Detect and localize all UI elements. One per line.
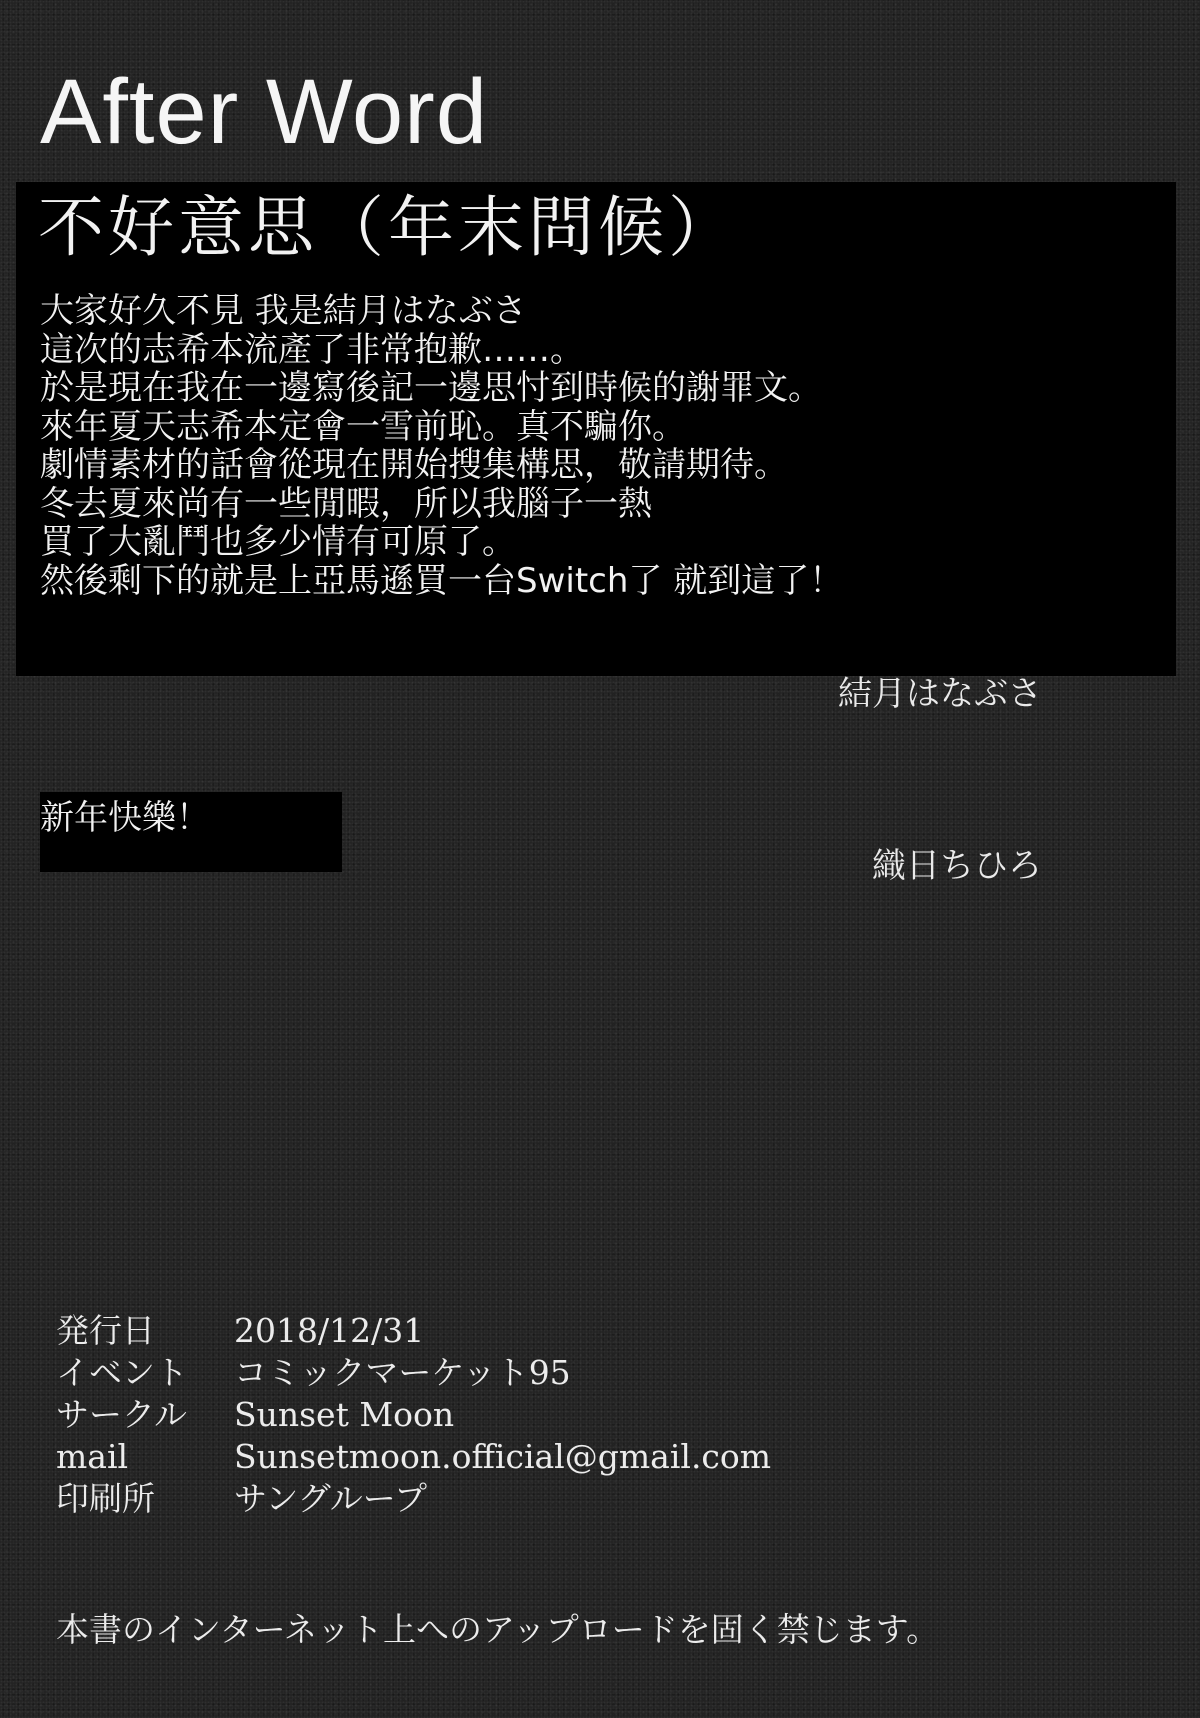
greeting-text: 新年快樂！: [40, 798, 210, 838]
coauthor-signature: 織日ちひろ: [872, 846, 1042, 886]
colophon-label: 発行日: [56, 1311, 155, 1350]
message-line: 大家好久不見 我是結月はなぶさ: [40, 291, 527, 331]
message-line: 劇情素材的話會從現在開始搜集構思，敬請期待。: [40, 445, 788, 485]
message-line: 然後剩下的就是上亞馬遜買一台Switch了 就到這了！: [40, 560, 844, 601]
upload-prohibition-notice: 本書のインターネット上へのアップロードを固く禁じます。: [56, 1610, 940, 1649]
page-title: After Word: [40, 61, 488, 163]
message-heading: 不好意思（年末問候）: [38, 189, 738, 266]
colophon-value: Sunsetmoon.official@gmail.com: [234, 1437, 772, 1476]
colophon-row-circle: [56, 1394, 771, 1436]
colophon-row-printer: [56, 1478, 771, 1520]
colophon-label: mail: [56, 1437, 129, 1476]
message-body: [40, 292, 843, 600]
message-line: 於是現在我在一邊寫後記一邊思忖到時候的謝罪文。: [40, 368, 822, 408]
message-line: 買了大亂鬥也多少情有可原了。: [40, 522, 516, 562]
message-line: 來年夏天志希本定會一雪前恥。真不騙你。: [40, 406, 686, 447]
colophon-value: コミックマーケット95: [234, 1353, 571, 1392]
colophon-label: サークル: [56, 1395, 188, 1434]
colophon-value: サングループ: [234, 1479, 428, 1518]
message-line: 冬去夏來尚有一些閒暇，所以我腦子一熱: [40, 483, 652, 524]
colophon-row-date: [56, 1310, 771, 1352]
colophon-row-event: [56, 1352, 771, 1394]
colophon-value: 2018/12/31: [234, 1311, 425, 1350]
colophon-value: Sunset Moon: [234, 1395, 455, 1434]
colophon-label: 印刷所: [56, 1479, 155, 1518]
colophon-label: イベント: [56, 1353, 188, 1392]
colophon-row-mail: [56, 1436, 771, 1478]
colophon: [56, 1310, 771, 1520]
message-line: 這次的志希本流產了非常抱歉……。: [40, 329, 584, 370]
author-signature: 結月はなぶさ: [838, 674, 1042, 714]
